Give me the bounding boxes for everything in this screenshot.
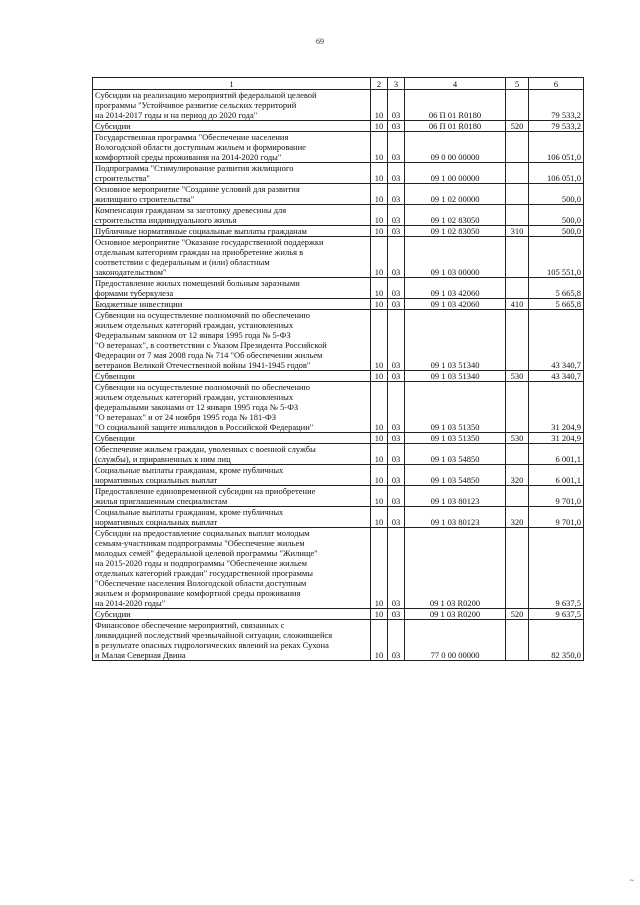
row-expense-type-cell [506,528,529,609]
column-header: 6 [529,78,584,90]
table-row [93,486,584,507]
row-name-cell: Компенсация гражданам за заготовку древесины для строительства индивидуального жилья [93,205,371,226]
row-expense-type-cell [506,278,529,299]
row-target-article-cell: 09 1 03 80123 [405,486,506,507]
row-amount-cell: 31 204,9 [529,382,584,433]
row-subsection-cell: 03 [388,444,405,465]
row-subsection-cell: 03 [388,184,405,205]
row-amount-cell: 6 001,1 [529,444,584,465]
row-target-article-cell: 09 1 03 51340 [405,371,506,382]
row-amount-cell: 500,0 [529,226,584,237]
row-name-cell: Субвенции на осуществление полномочий по обеспечению жильем отдельных категорий граждан, установленных Федеральным законом от 12 января 1995 года № 5-ФЗ "О ветеранах", в соответствии с Указом Президента Российской Федерации от 7 мая 2008 года № 714 "Об обеспечении жильем ветеранов Великой Отечественной войны 1941-1945 годов" [93,310,371,371]
row-target-article-cell: 09 1 03 51350 [405,433,506,444]
row-expense-type-cell [506,237,529,278]
row-amount-cell: 105 551,0 [529,237,584,278]
table-row [93,382,584,433]
column-header: 4 [405,78,506,90]
row-subsection-cell: 03 [388,371,405,382]
row-section-cell: 10 [371,299,388,310]
row-amount-cell: 43 340,7 [529,371,584,382]
column-header: 1 [93,78,371,90]
row-name-cell: Предоставление единовременной субсидии на приобретение жилья приглашенным специалистам [93,486,371,507]
row-target-article-cell: 09 1 03 51350 [405,382,506,433]
row-subsection-cell: 03 [388,620,405,661]
table-row [93,528,584,609]
row-target-article-cell: 09 1 03 42060 [405,278,506,299]
row-section-cell: 10 [371,226,388,237]
row-subsection-cell: 03 [388,528,405,609]
row-section-cell: 10 [371,310,388,371]
row-target-article-cell: 09 1 03 42060 [405,299,506,310]
row-section-cell: 10 [371,371,388,382]
table-row [93,278,584,299]
row-name-cell: Бюджетные инвестиции [93,299,371,310]
row-subsection-cell: 03 [388,278,405,299]
row-target-article-cell: 09 1 03 54850 [405,465,506,486]
row-name-cell: Предоставление жилых помещений больным заразными формами туберкулеза [93,278,371,299]
row-expense-type-cell: 410 [506,299,529,310]
row-expense-type-cell [506,184,529,205]
table-row [93,299,584,310]
table-header-row [93,78,584,90]
table-row [93,310,584,371]
row-expense-type-cell: 320 [506,465,529,486]
row-subsection-cell: 03 [388,486,405,507]
row-name-cell: Финансовое обеспечение мероприятий, связанных с ликвидацией последствий чрезвычайной ситуации, сложившейся в результате опасных гидрологических явлений на реках Сухона и Малая Северная Двина [93,620,371,661]
table-row [93,433,584,444]
row-target-article-cell: 09 1 03 00000 [405,237,506,278]
row-name-cell: Основное мероприятие "Оказание государственной поддержки отдельным категориям граждан на приобретение жилья в соответствии с федеральным и (или) областным законодательством" [93,237,371,278]
row-target-article-cell: 09 1 03 R0200 [405,528,506,609]
row-section-cell: 10 [371,237,388,278]
row-subsection-cell: 03 [388,163,405,184]
row-expense-type-cell: 520 [506,609,529,620]
row-amount-cell: 9 637,5 [529,528,584,609]
row-section-cell: 10 [371,433,388,444]
row-subsection-cell: 03 [388,299,405,310]
row-section-cell: 10 [371,620,388,661]
row-section-cell: 10 [371,486,388,507]
row-section-cell: 10 [371,507,388,528]
row-section-cell: 10 [371,278,388,299]
row-section-cell: 10 [371,444,388,465]
row-target-article-cell: 09 1 03 80123 [405,507,506,528]
row-expense-type-cell: 530 [506,433,529,444]
row-target-article-cell: 09 1 03 R0200 [405,609,506,620]
row-target-article-cell: 09 1 03 51340 [405,310,506,371]
row-subsection-cell: 03 [388,382,405,433]
budget-table [92,77,584,661]
row-name-cell: Субвенции [93,433,371,444]
row-section-cell: 10 [371,163,388,184]
row-section-cell: 10 [371,609,388,620]
table-row [93,121,584,132]
row-subsection-cell: 03 [388,507,405,528]
row-target-article-cell: 06 П 01 R0180 [405,121,506,132]
row-name-cell: Обеспечение жильем граждан, уволенных с военной службы (службы), и приравненных к ним лиц [93,444,371,465]
row-subsection-cell: 03 [388,226,405,237]
table-row [93,226,584,237]
row-amount-cell: 6 001,1 [529,465,584,486]
row-target-article-cell: 09 1 02 00000 [405,184,506,205]
column-header: 2 [371,78,388,90]
row-target-article-cell: 06 П 01 R0180 [405,90,506,121]
row-section-cell: 10 [371,528,388,609]
margin-mark: ~ [629,876,634,885]
page-number: 69 [316,37,324,46]
row-subsection-cell: 03 [388,205,405,226]
row-amount-cell: 5 665,8 [529,299,584,310]
row-subsection-cell: 03 [388,237,405,278]
table-row [93,371,584,382]
table-row [93,90,584,121]
row-section-cell: 10 [371,382,388,433]
row-amount-cell: 500,0 [529,184,584,205]
table-row [93,205,584,226]
row-amount-cell: 5 665,8 [529,278,584,299]
table-row [93,237,584,278]
row-expense-type-cell [506,382,529,433]
row-target-article-cell: 09 1 03 54850 [405,444,506,465]
row-expense-type-cell [506,163,529,184]
table-row [93,132,584,163]
row-amount-cell: 82 350,0 [529,620,584,661]
table-row [93,507,584,528]
row-target-article-cell: 09 1 02 83050 [405,226,506,237]
row-expense-type-cell [506,205,529,226]
row-target-article-cell: 09 1 02 83050 [405,205,506,226]
row-section-cell: 10 [371,184,388,205]
row-subsection-cell: 03 [388,465,405,486]
row-expense-type-cell [506,90,529,121]
row-expense-type-cell: 530 [506,371,529,382]
row-amount-cell: 43 340,7 [529,310,584,371]
row-name-cell: Субсидии на реализацию мероприятий федеральной целевой программы "Устойчивое развитие сельских территорий на 2014-2017 годы и на период до 2020 года" [93,90,371,121]
row-amount-cell: 9 701,0 [529,507,584,528]
row-section-cell: 10 [371,205,388,226]
row-name-cell: Субвенции на осуществление полномочий по обеспечению жильем отдельных категорий граждан, установленных федеральными законами от 12 января 1995 года № 5-ФЗ "О ветеранах" и от 24 ноября 1995 года № 181-ФЗ "О социальной защите инвалидов в Российской Федерации" [93,382,371,433]
row-name-cell: Социальные выплаты гражданам, кроме публичных нормативных социальных выплат [93,465,371,486]
row-subsection-cell: 03 [388,609,405,620]
table-row [93,465,584,486]
row-amount-cell: 106 051,0 [529,132,584,163]
row-section-cell: 10 [371,121,388,132]
row-name-cell: Субсидии [93,121,371,132]
column-header: 5 [506,78,529,90]
row-expense-type-cell [506,132,529,163]
row-expense-type-cell [506,310,529,371]
row-subsection-cell: 03 [388,121,405,132]
row-expense-type-cell [506,486,529,507]
table-row [93,444,584,465]
row-name-cell: Основное мероприятие "Создание условий для развития жилищного строительства" [93,184,371,205]
row-amount-cell: 106 051,0 [529,163,584,184]
row-subsection-cell: 03 [388,310,405,371]
row-amount-cell: 500,0 [529,205,584,226]
row-section-cell: 10 [371,132,388,163]
row-expense-type-cell [506,620,529,661]
row-expense-type-cell: 320 [506,507,529,528]
row-amount-cell: 9 637,5 [529,609,584,620]
row-name-cell: Подпрограмма "Стимулирование развития жилищного строительства" [93,163,371,184]
row-name-cell: Социальные выплаты гражданам, кроме публичных нормативных социальных выплат [93,507,371,528]
row-name-cell: Субвенции [93,371,371,382]
table-row [93,184,584,205]
row-amount-cell: 9 701,0 [529,486,584,507]
row-target-article-cell: 09 0 00 00000 [405,132,506,163]
row-section-cell: 10 [371,90,388,121]
row-expense-type-cell: 310 [506,226,529,237]
row-expense-type-cell [506,444,529,465]
row-name-cell: Субсидии на предоставление социальных выплат молодым семьям-участникам подпрограммы "Обеспечение жильем молодых семей" федеральной целевой программы "Жилище" на 2015-2020 годы и подпрограммы "Обеспечение жильем отдельных категорий граждан" государственной программы "Обеспечение населения Вологодской области доступным жильем и формирование комфортной среды проживания на 2014-2020 годы" [93,528,371,609]
row-subsection-cell: 03 [388,132,405,163]
row-amount-cell: 31 204,9 [529,433,584,444]
row-expense-type-cell: 520 [506,121,529,132]
column-header: 3 [388,78,405,90]
row-name-cell: Публичные нормативные социальные выплаты гражданам [93,226,371,237]
row-target-article-cell: 09 1 00 00000 [405,163,506,184]
row-target-article-cell: 77 0 00 00000 [405,620,506,661]
table-row [93,609,584,620]
row-name-cell: Государственная программа "Обеспечение населения Вологодской области доступным жильем и формирование комфортной среды проживания на 2014-2020 годы" [93,132,371,163]
row-amount-cell: 79 533,2 [529,90,584,121]
row-amount-cell: 79 533,2 [529,121,584,132]
row-subsection-cell: 03 [388,433,405,444]
table-row [93,163,584,184]
row-section-cell: 10 [371,465,388,486]
table-row [93,620,584,661]
row-name-cell: Субсидии [93,609,371,620]
row-subsection-cell: 03 [388,90,405,121]
